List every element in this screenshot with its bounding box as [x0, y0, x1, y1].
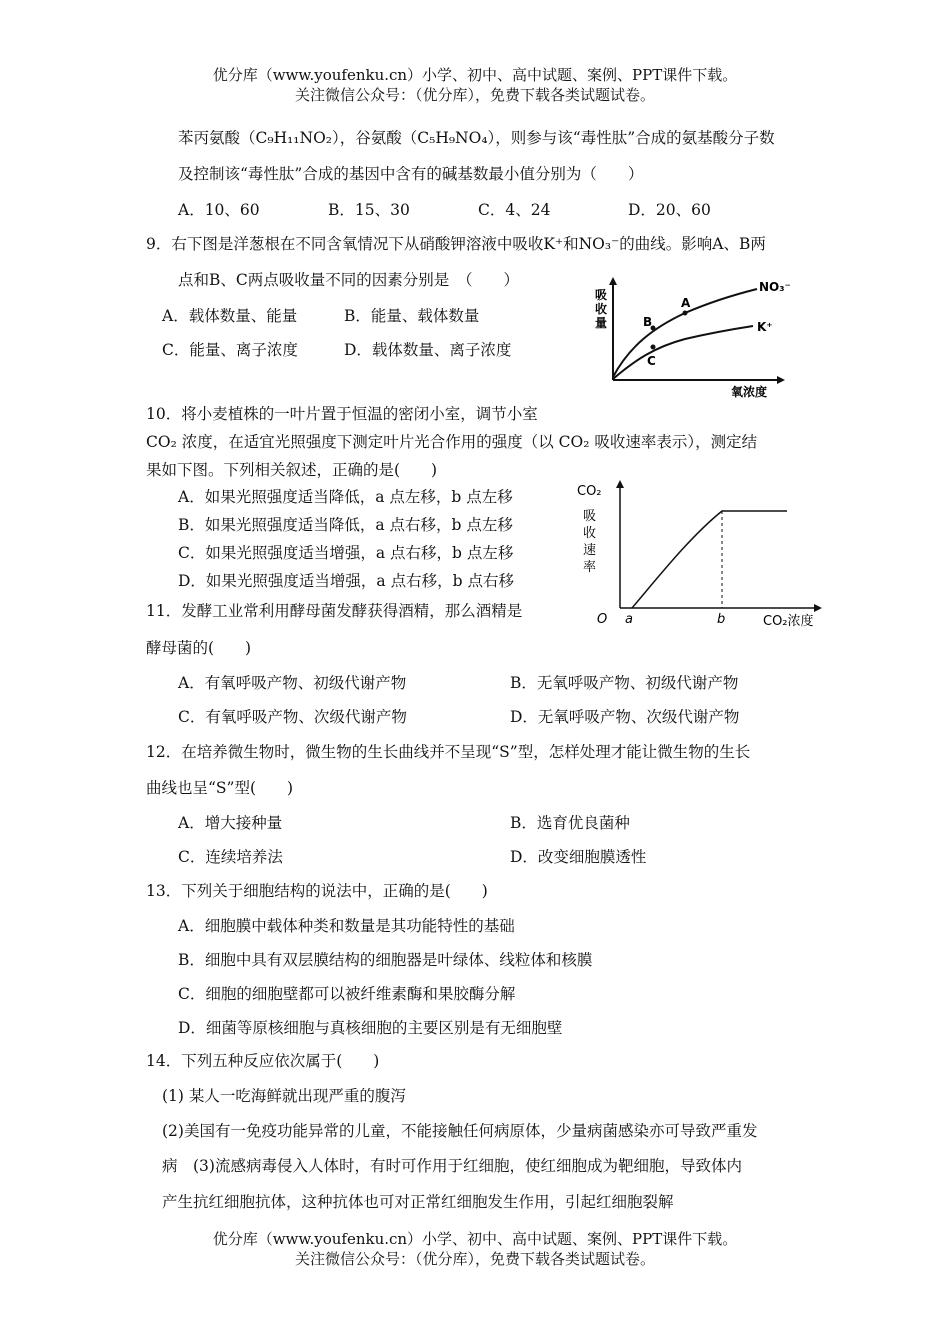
q12-option-a: A．增大接种量 [178, 814, 283, 832]
q9-x-arrow-icon [777, 376, 785, 384]
q11-option-d: D．无氧呼吸产物、次级代谢产物 [510, 708, 740, 726]
q14-item-2-line-2: 病 (3)流感病毒侵入人体时，有时可作用于红细胞，使红细胞成为靶细胞，导致体内 [162, 1157, 742, 1175]
q9-point-b-label: B [643, 315, 653, 329]
q10-stem-line-3: 果如下图。下列相关叙述，正确的是( ) [146, 461, 438, 479]
q8-option-a: A．10、60 [178, 201, 260, 219]
q10-option-d: D．如果光照强度适当增强，a 点右移，b 点右移 [178, 572, 514, 590]
q9-point-c [651, 345, 656, 350]
q9-stem-line-2: 点和B、C两点吸收量不同的因素分别是 （ ） [178, 271, 520, 289]
q10-option-c: C．如果光照强度适当增强，a 点右移，b 点左移 [178, 544, 514, 562]
q14-stem: 14．下列五种反应依次属于( ) [146, 1052, 380, 1070]
q8-option-d: D．20、60 [628, 201, 711, 219]
q10-stem-line-2: CO₂ 浓度，在适宜光照强度下测定叶片光合作用的强度（以 CO₂ 吸收速率表示），测定结 [146, 433, 758, 451]
q9-no3-label: NO₃⁻ [759, 280, 791, 294]
q8-stem-line-2: 及控制该“毒性肽”合成的基因中含有的碱基数最小值分别为（ ） [178, 165, 644, 183]
q10-x-label: CO₂浓度 [763, 614, 814, 629]
q10-y-label-1: 吸 [583, 509, 597, 524]
q10-rate-curve [632, 511, 787, 608]
q9-point-a [683, 311, 688, 316]
q10-y-label-3: 速 [583, 543, 597, 558]
q9-absorption-figure [585, 275, 800, 400]
q12-stem-line-1: 12．在培养微生物时，微生物的生长曲线并不呈现“S”型，怎样处理才能让微生物的生长 [146, 743, 751, 761]
q9-option-d: D．载体数量、离子浓度 [344, 341, 512, 359]
q8-stem-line-1: 苯丙氨酸（C₉H₁₁NO₂），谷氨酸（C₅H₉NO₄），则参与该“毒性肽”合成的氨基酸分子数 [178, 129, 775, 147]
q10-stem-line-1: 10．将小麦植株的一叶片置于恒温的密闭小室，调节小室 [146, 405, 538, 423]
q9-y-label-3: 量 [595, 316, 608, 330]
q10-origin-label: O [597, 612, 608, 627]
q10-tick-b-label: b [717, 612, 726, 627]
q11-stem-line-2: 酵母菌的( ) [146, 639, 252, 657]
q13-option-d: D．细菌等原核细胞与真核细胞的主要区别是有无细胞壁 [178, 1019, 563, 1037]
q11-option-c: C．有氧呼吸产物、次级代谢产物 [178, 708, 407, 726]
footer-line-2: 关注微信公众号：（优分库），免费下载各类试题试卷。 [294, 1250, 655, 1268]
q10-y-label-2: 收 [583, 526, 597, 541]
q11-stem-line-1: 11．发酵工业常利用酵母菌发酵获得酒精，那么酒精是 [146, 602, 523, 620]
q14-item-3-line-2: 产生抗红细胞抗体，这种抗体也可对正常红细胞发生作用，引起红细胞裂解 [162, 1193, 674, 1211]
q9-y-arrow-icon [609, 277, 617, 285]
q9-option-a: A．载体数量、能量 [162, 307, 298, 325]
q10-x-arrow-icon [814, 604, 822, 612]
q10-y-label-4: 率 [583, 560, 597, 575]
q9-stem-line-1: 9．右下图是洋葱根在不同含氧情况下从硝酸钾溶液中吸收K⁺和NO₃⁻的曲线。影响A、B两 [146, 235, 766, 253]
q12-option-d: D．改变细胞膜透性 [510, 848, 647, 866]
footer-line-1: 优分库（www.youfenku.cn）小学、初中、高中试题、案例、PPT课件下载。 [212, 1230, 738, 1248]
q8-option-b: B．15、30 [328, 201, 410, 219]
q14-item-2-line-1: (2)美国有一免疫功能异常的儿童，不能接触任何病原体，少量病菌感染亦可导致严重发 [162, 1122, 758, 1140]
q9-point-a-label: A [681, 296, 691, 310]
q8-option-c: C．4、24 [478, 201, 551, 219]
q13-stem: 13．下列关于细胞结构的说法中，正确的是( ) [146, 882, 488, 900]
q12-option-b: B．选育优良菌种 [510, 814, 630, 832]
header-line-2: 关注微信公众号：（优分库），免费下载各类试题试卷。 [294, 86, 655, 104]
q12-stem-line-2: 曲线也呈“S”型( ) [146, 779, 294, 797]
q10-y-arrow-icon [616, 480, 624, 488]
q10-photosynthesis-figure [575, 475, 830, 635]
q9-point-c-label: C [647, 354, 656, 368]
q13-option-c: C．细胞的细胞壁都可以被纤维素酶和果胶酶分解 [178, 985, 516, 1003]
q14-item-1: (1) 某人一吃海鲜就出现严重的腹泻 [162, 1087, 406, 1105]
q9-option-c: C．能量、离子浓度 [162, 341, 298, 359]
q9-y-label-2: 收 [595, 302, 608, 316]
q9-k-curve [613, 326, 753, 379]
q11-option-a: A．有氧呼吸产物、初级代谢产物 [178, 674, 407, 692]
q11-option-b: B．无氧呼吸产物、初级代谢产物 [510, 674, 739, 692]
q9-y-label-1: 吸 [595, 288, 608, 302]
q13-option-b: B．细胞中具有双层膜结构的细胞器是叶绿体、线粒体和核膜 [178, 951, 593, 969]
q13-option-a: A．细胞膜中载体种类和数量是其功能特性的基础 [178, 917, 515, 935]
q9-k-label: K⁺ [757, 320, 773, 334]
q10-option-a: A．如果光照强度适当降低，a 点左移，b 点左移 [178, 488, 513, 506]
q10-y-label-top: CO₂ [577, 484, 602, 499]
header-line-1: 优分库（www.youfenku.cn）小学、初中、高中试题、案例、PPT课件下载。 [212, 66, 738, 84]
q9-x-label: 氧浓度 [731, 385, 768, 399]
q10-tick-a-label: a [625, 612, 633, 627]
q10-option-b: B．如果光照强度适当降低，a 点右移，b 点左移 [178, 516, 513, 534]
q9-option-b: B．能量、载体数量 [344, 307, 480, 325]
q12-option-c: C．连续培养法 [178, 848, 283, 866]
